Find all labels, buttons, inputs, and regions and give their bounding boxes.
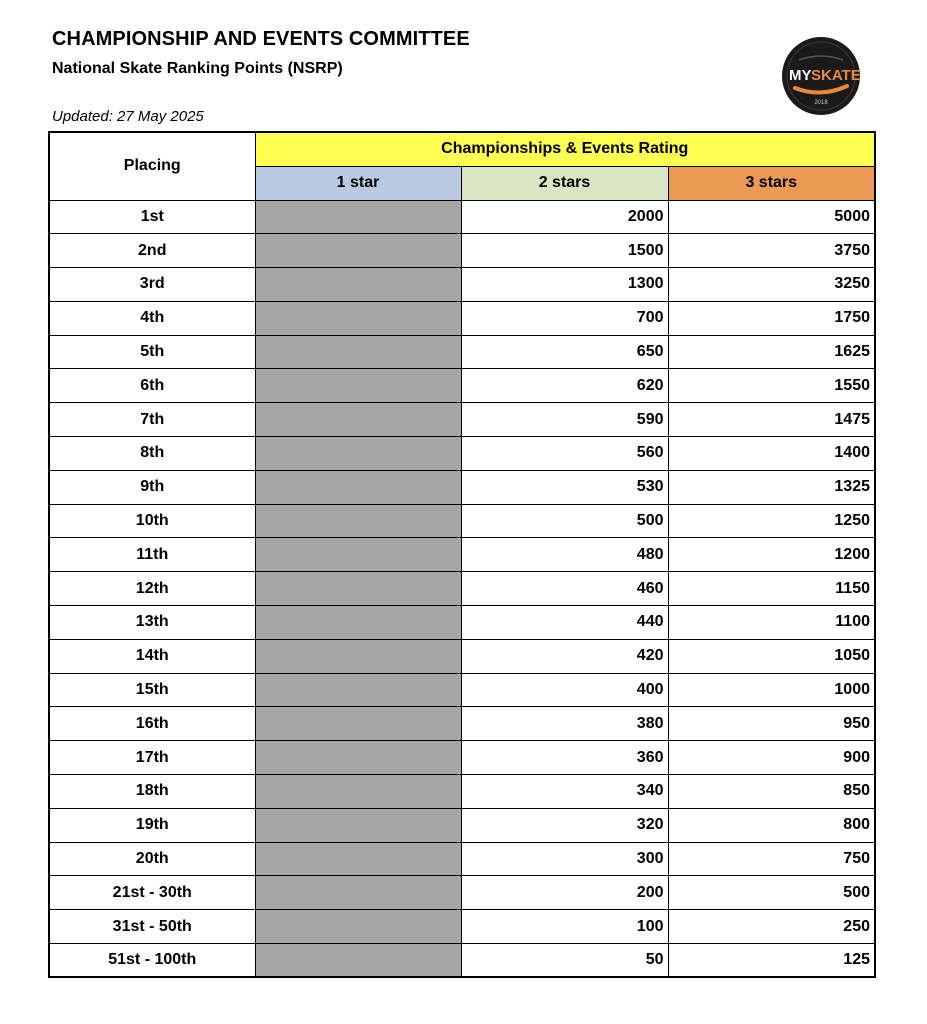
two-stars-points-cell: 440 — [461, 606, 668, 640]
table-row — [49, 437, 875, 471]
placing-cell: 13th — [49, 606, 255, 640]
myskate-logo-mark — [781, 36, 861, 116]
two-stars-points-cell: 700 — [461, 301, 668, 335]
placing-cell: 18th — [49, 775, 255, 809]
two-stars-points-cell: 50 — [461, 944, 668, 978]
three-stars-points-cell: 3750 — [668, 234, 875, 268]
one-star-cell — [255, 369, 461, 403]
placing-cell: 3rd — [49, 268, 255, 302]
placing-cell: 11th — [49, 538, 255, 572]
placing-cell: 31st - 50th — [49, 910, 255, 944]
placing-cell: 4th — [49, 301, 255, 335]
placing-cell: 20th — [49, 842, 255, 876]
table-row — [49, 403, 875, 437]
table-row — [49, 234, 875, 268]
two-stars-points-cell: 300 — [461, 842, 668, 876]
placing-cell: 16th — [49, 707, 255, 741]
three-stars-points-cell: 850 — [668, 775, 875, 809]
table-row — [49, 268, 875, 302]
one-star-column-header: 1 star — [255, 166, 461, 200]
one-star-cell — [255, 268, 461, 302]
three-stars-points-cell: 500 — [668, 876, 875, 910]
placing-cell: 51st - 100th — [49, 944, 255, 978]
placing-cell: 10th — [49, 504, 255, 538]
one-star-cell — [255, 200, 461, 234]
three-stars-points-cell: 950 — [668, 707, 875, 741]
two-stars-points-cell: 480 — [461, 538, 668, 572]
three-stars-points-cell: 1625 — [668, 335, 875, 369]
placing-cell: 1st — [49, 200, 255, 234]
placing-cell: 2nd — [49, 234, 255, 268]
two-stars-points-cell: 1500 — [461, 234, 668, 268]
myskate-logo — [781, 36, 861, 116]
one-star-cell — [255, 606, 461, 640]
table-row — [49, 639, 875, 673]
table-row — [49, 910, 875, 944]
two-stars-points-cell: 400 — [461, 673, 668, 707]
rating-group-header: Championships & Events Rating — [255, 132, 875, 166]
table-row — [49, 301, 875, 335]
placing-cell: 5th — [49, 335, 255, 369]
three-stars-column-header: 3 stars — [668, 166, 875, 200]
two-stars-points-cell: 1300 — [461, 268, 668, 302]
two-stars-points-cell: 560 — [461, 437, 668, 471]
placing-cell: 8th — [49, 437, 255, 471]
one-star-cell — [255, 234, 461, 268]
table-row — [49, 944, 875, 978]
two-stars-points-cell: 590 — [461, 403, 668, 437]
table-row — [49, 572, 875, 606]
table-row — [49, 470, 875, 504]
document-subtitle: National Skate Ranking Points (NSRP) — [52, 60, 343, 77]
three-stars-points-cell: 1250 — [668, 504, 875, 538]
table-row — [49, 842, 875, 876]
logo-year: 2018 — [814, 100, 828, 106]
two-stars-points-cell: 100 — [461, 910, 668, 944]
one-star-cell — [255, 470, 461, 504]
placing-cell: 9th — [49, 470, 255, 504]
one-star-cell — [255, 301, 461, 335]
placing-cell: 14th — [49, 639, 255, 673]
three-stars-points-cell: 125 — [668, 944, 875, 978]
table-row — [49, 673, 875, 707]
three-stars-points-cell: 1000 — [668, 673, 875, 707]
three-stars-points-cell: 1475 — [668, 403, 875, 437]
three-stars-points-cell: 800 — [668, 808, 875, 842]
ranking-points-table — [48, 131, 876, 978]
one-star-cell — [255, 335, 461, 369]
two-stars-points-cell: 620 — [461, 369, 668, 403]
two-stars-points-cell: 320 — [461, 808, 668, 842]
one-star-cell — [255, 808, 461, 842]
table-row — [49, 741, 875, 775]
two-stars-points-cell: 360 — [461, 741, 668, 775]
one-star-cell — [255, 775, 461, 809]
two-stars-points-cell: 380 — [461, 707, 668, 741]
two-stars-points-cell: 650 — [461, 335, 668, 369]
one-star-cell — [255, 504, 461, 538]
table-row — [49, 775, 875, 809]
one-star-cell — [255, 707, 461, 741]
table-row — [49, 369, 875, 403]
placing-cell: 21st - 30th — [49, 876, 255, 910]
one-star-cell — [255, 944, 461, 978]
two-stars-points-cell: 530 — [461, 470, 668, 504]
one-star-cell — [255, 639, 461, 673]
one-star-cell — [255, 876, 461, 910]
table-row — [49, 707, 875, 741]
three-stars-points-cell: 1150 — [668, 572, 875, 606]
placing-cell: 7th — [49, 403, 255, 437]
three-stars-points-cell: 1050 — [668, 639, 875, 673]
one-star-cell — [255, 538, 461, 572]
table-row — [49, 876, 875, 910]
logo-text-my: MY — [789, 67, 812, 84]
three-stars-points-cell: 3250 — [668, 268, 875, 302]
three-stars-points-cell: 1100 — [668, 606, 875, 640]
updated-date: Updated: 27 May 2025 — [52, 108, 204, 125]
one-star-cell — [255, 572, 461, 606]
three-stars-points-cell: 1750 — [668, 301, 875, 335]
three-stars-points-cell: 900 — [668, 741, 875, 775]
two-stars-points-cell: 420 — [461, 639, 668, 673]
three-stars-points-cell: 1325 — [668, 470, 875, 504]
three-stars-points-cell: 750 — [668, 842, 875, 876]
three-stars-points-cell: 1400 — [668, 437, 875, 471]
two-stars-column-header: 2 stars — [461, 166, 668, 200]
three-stars-points-cell: 5000 — [668, 200, 875, 234]
one-star-cell — [255, 741, 461, 775]
two-stars-points-cell: 340 — [461, 775, 668, 809]
two-stars-points-cell: 500 — [461, 504, 668, 538]
table-row — [49, 808, 875, 842]
one-star-cell — [255, 437, 461, 471]
logo-text-skate: SKATE — [811, 67, 861, 84]
one-star-cell — [255, 673, 461, 707]
three-stars-points-cell: 1200 — [668, 538, 875, 572]
one-star-cell — [255, 842, 461, 876]
three-stars-points-cell: 1550 — [668, 369, 875, 403]
placing-cell: 15th — [49, 673, 255, 707]
table-row — [49, 200, 875, 234]
placing-cell: 12th — [49, 572, 255, 606]
ranking-table-body — [49, 200, 875, 977]
two-stars-points-cell: 2000 — [461, 200, 668, 234]
one-star-cell — [255, 403, 461, 437]
placing-cell: 17th — [49, 741, 255, 775]
three-stars-points-cell: 250 — [668, 910, 875, 944]
one-star-cell — [255, 910, 461, 944]
table-row — [49, 538, 875, 572]
two-stars-points-cell: 200 — [461, 876, 668, 910]
two-stars-points-cell: 460 — [461, 572, 668, 606]
placing-column-header: Placing — [49, 132, 255, 200]
table-row — [49, 606, 875, 640]
placing-cell: 6th — [49, 369, 255, 403]
placing-cell: 19th — [49, 808, 255, 842]
table-row — [49, 504, 875, 538]
table-row — [49, 335, 875, 369]
document-title: CHAMPIONSHIP AND EVENTS COMMITTEE — [52, 28, 470, 50]
